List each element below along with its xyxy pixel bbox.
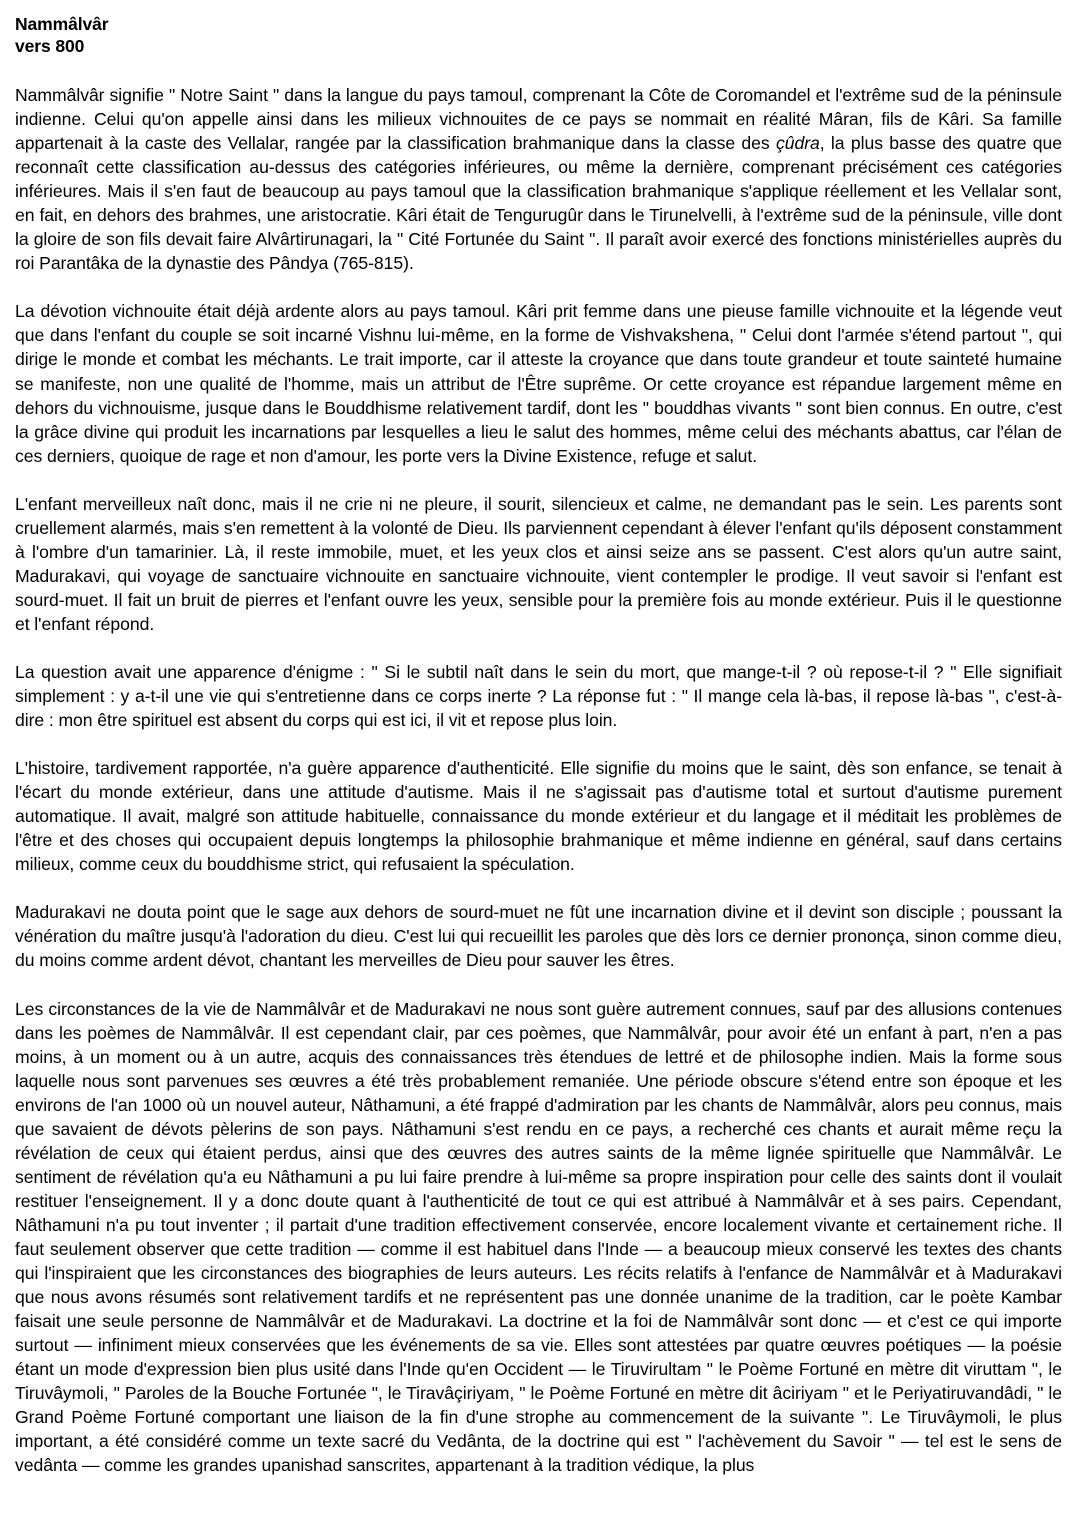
- title-name-line: Nammâlvâr: [15, 14, 109, 34]
- paragraph-3: L'enfant merveilleux naît donc, mais il ne crie ni ne pleure, il sourit, silencieux et calme, ne demandant pas le sein. Les parents sont cruellement alarmés, mais s'en remettent à la volonté de Dieu. Ils parviennent cependant à élever l'enfant qu'ils déposent constamment à l'ombre d'un tamarinier. Là, il reste immobile, muet, et les yeux clos et ainsi seize ans se passent. C'est alors qu'un autre saint, Madurakavi, qui voyage de sanctuaire vichnouite en sanctuaire vichnouite, vient contempler le prodige. Il veut savoir si l'enfant est sourd-muet. Il fait un bruit de pierres et l'enfant ouvre les yeux, sensible pour la première fois au monde extérieur. Puis il le questionne et l'enfant répond.: [15, 493, 1062, 634]
- paragraph-1-italic-term: çûdra: [775, 133, 820, 154]
- paragraph-2: La dévotion vichnouite était déjà ardente alors au pays tamoul. Kâri prit femme dans une pieuse famille vichnouite et la légende veut que dans l'enfant du couple se soit incarné Vishnu lui-même, en la forme de Vishvakshena, " Celui dont l'armée s'étend partout ", qui dirige le monde et combat les méchants. Le trait importe, car il atteste la croyance que dans toute grandeur et toute sainteté humaine se manifeste, non une qualité de l'homme, mais un attribut de l'Être suprême. Or cette croyance est répandue largement même en dehors du vichnouisme, jusque dans le Bouddhisme relativement tardif, dont les " bouddhas vivants " sont bien connus. En outre, c'est la grâce divine qui produit les incarnations par lesquelles a lieu le salut des hommes, même celui des méchants abattus, car l'élan de ces derniers, quoique de rage et non d'amour, les porte vers la Divine Existence, refuge et salut.: [15, 301, 1062, 466]
- paragraph-1-part-b: , la plus basse des quatre que reconnaît cette classification au-dessus des catégories inférieures, ou même la dernière, comprenant précisément ces catégories inférieures. Mais il s'en faut de beaucoup au pays tamoul que la classification brahmanique s'applique réellement et les Vellalar sont, en fait, en dehors des brahmes, une aristocratie. Kâri était de Tengurugûr dans le Tirunelvelli, à l'extrême sud de la péninsule, ville dont la gloire de son fils devait faire Alvârtirunagari, la " Cité Fortunée du Saint ". Il paraît avoir exercé des fonctions ministérielles auprès du roi Parantâka de la dynastie des Pândya (765-815).: [15, 133, 1062, 274]
- paragraph-7: Les circonstances de la vie de Nammâlvâr et de Madurakavi ne nous sont guère autrement connues, sauf par des allusions contenues dans les poèmes de Nammâlvâr. Il est cependant clair, par ces poèmes, que Nammâlvâr, pour avoir été un enfant à part, n'en a pas moins, à un moment ou à un autre, acquis des connaissances très étendues de lettré et de philosophe indien. Mais la forme sous laquelle nous sont parvenues ses œuvres a été très probablement remaniée. Une période obscure s'étend entre son époque et les environs de l'an 1000 où un nouvel auteur, Nâthamuni, a été frappé d'admiration par les chants de Nammâlvâr, alors peu connus, mais que savaient de dévots pèlerins de son pays. Nâthamuni s'est rendu en ce pays, a recherché ces chants et aurait même reçu la révélation de ceux qui étaient perdus, ainsi que des œuvres des autres saints de la même lignée spirituelle que Nammâlvâr. Le sentiment de révélation qu'a eu Nâthamuni a pu lui faire prendre à lui-même sa propre inspiration pour celle des saints dont il voulait restituer l'enseignement. Il y a donc doute quant à l'authenticité de tout ce qui est attribué à Nammâlvâr et à ses pairs. Cependant, Nâthamuni n'a pu tout inventer ; il partait d'une tradition effectivement conservée, encore localement vivante et certainement riche. Il faut seulement observer que cette tradition — comme il est habituel dans l'Inde — a beaucoup mieux conservé les textes des chants qui l'inspiraient que les circonstances des biographies de leurs auteurs. Les récits relatifs à l'enfance de Nammâlvâr et à Madurakavi que nous avons résumés sont relativement tardifs et ne représentent pas une donnée unanime de la tradition, car le poète Kambar faisait une seule personne de Nammâlvâr et de Madurakavi. La doctrine et la foi de Nammâlvâr sont donc — et c'est ce qui importe surtout — infiniment mieux conservées que les événements de sa vie. Elles sont attestées par quatre œuvres poétiques — la poésie étant un mode d'expression bien plus usité dans l'Inde qu'en Occident — le Tiruvirultam " le Poème Fortuné en mètre dit viruttam ", le Tiruvâymoli, " Paroles de la Bouche Fortunée ", le Tiravâçiriyam, " le Poème Fortuné en mètre dit âciriyam " et le Periyatiruvandâdi, " le Grand Poème Fortuné comportant une liaison de la fin d'une strophe au commencement de la suivante ". Le Tiruvâymoli, le plus important, a été considéré comme un texte sacré du Vedânta, de la doctrine qui est " l'achèvement du Savoir " — tel est le sens de vedânta — comme les grandes upanishad sanscrites, appartenant à la tradition védique, la plus: [15, 998, 1062, 1476]
- paragraph-1-part-a: Nammâlvâr signifie " Notre Saint " dans la langue du pays tamoul, comprenant la Côte de Coromandel et l'extrême sud de la péninsule indienne. Celui qu'on appelle ainsi dans les milieux vichnouites de ce pays se nommait en réalité Mâran, fils de Kâri. Sa famille appartenait à la caste des Vellalar, rangée par la classification brahmanique dans la classe des: [15, 85, 1062, 154]
- paragraph-5: L'histoire, tardivement rapportée, n'a guère apparence d'authenticité. Elle signifie du moins que le saint, dès son enfance, se tenait à l'écart du monde extérieur, dans une attitude d'autisme. Mais il ne s'agissait pas d'autisme total et surtout d'autisme purement automatique. Il avait, malgré son attitude habituelle, connaissance du monde extérieur et du langage et il méditait les problèmes de l'être et des choses qui occupaient depuis longtemps la philosophie brahmanique et même indienne en général, sauf dans certains milieux, comme ceux du bouddhisme strict, qui refusaient la spéculation.: [15, 758, 1062, 875]
- paragraph-4: La question avait une apparence d'énigme : " Si le subtil naît dans le sein du mort, que mange-t-il ? où repose-t-il ? " Elle signifiait simplement : y a-t-il une vie qui s'entretienne dans ce corps inerte ? La réponse fut : " Il mange cela là-bas, il repose là-bas ", c'est-à-dire : mon être spirituel est absent du corps qui est ici, il vit et repose plus loin.: [15, 661, 1062, 731]
- title-date-line: vers 800: [15, 35, 85, 56]
- document-body: [15, 83, 1062, 1477]
- paragraph-6: Madurakavi ne douta point que le sage aux dehors de sourd-muet ne fût une incarnation divine et il devint son disciple ; poussant la vénération du maître jusqu'à l'adoration du dieu. C'est lui qui recueillit les paroles que dès lors ce dernier prononça, sinon comme dieu, du moins comme ardent dévot, chantant les merveilles de Dieu pour sauver les êtres.: [15, 902, 1062, 971]
- page-title: [15, 14, 1062, 57]
- paragraph-1: [15, 83, 1062, 275]
